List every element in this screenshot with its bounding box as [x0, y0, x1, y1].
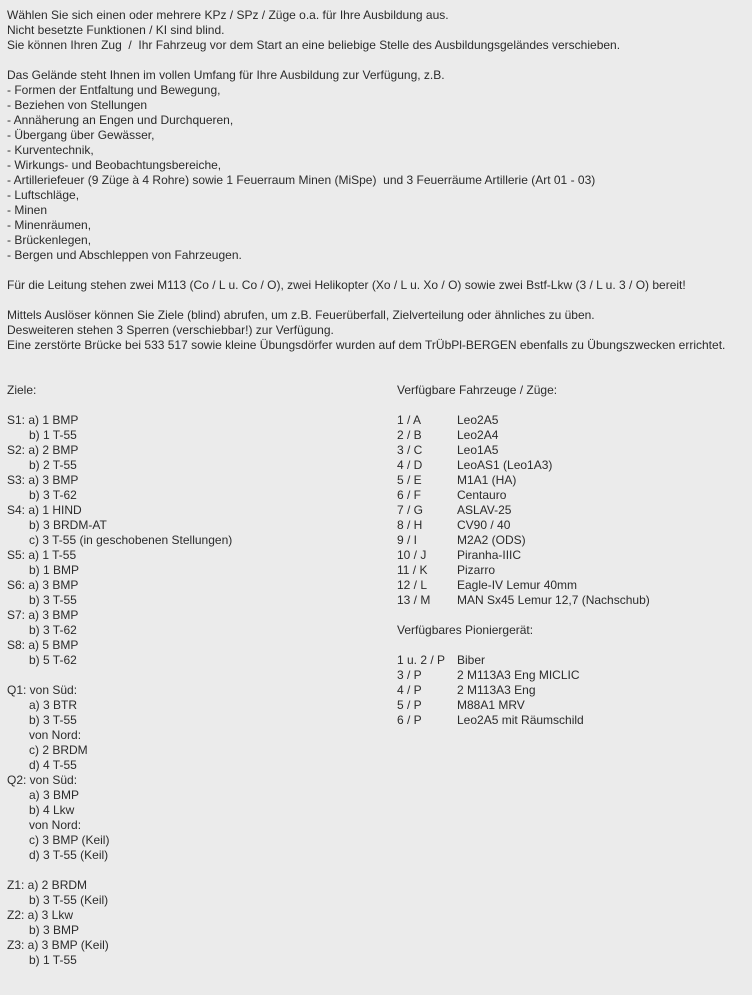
target-line: b) 3 T-55 (Keil) [29, 893, 109, 907]
target-line: b) 4 Lkw [29, 803, 75, 817]
target-line: b) 3 T-55 [29, 713, 77, 727]
target-line: b) 5 T-62 [29, 653, 77, 667]
target-line: d) 3 T-55 (Keil) [29, 848, 109, 862]
targets-heading: Ziele: [7, 383, 37, 397]
intro-line: - Bergen und Abschleppen von Fahrzeugen. [7, 248, 242, 262]
vehicle-row-name: Leo2A5 [457, 413, 499, 427]
target-line: b) 1 T-55 [29, 428, 77, 442]
target-line: S3: a) 3 BMP [7, 473, 79, 487]
target-line: b) 3 BMP [29, 923, 80, 937]
engineering-row [397, 698, 650, 713]
engineering-row-name: M88A1 MRV [457, 698, 525, 712]
target-line [7, 668, 232, 683]
intro-line: - Beziehen von Stellungen [7, 98, 148, 112]
engineering-row-name: Biber [457, 653, 486, 667]
engineering-heading: Verfügbares Pioniergerät: [397, 623, 534, 637]
target-line: S7: a) 3 BMP [7, 608, 79, 622]
target-line: a) 3 BTR [29, 698, 78, 712]
vehicle-row-code: 7 / G [397, 503, 424, 517]
target-line: S8: a) 5 BMP [7, 638, 79, 652]
vehicles-list [397, 413, 650, 608]
intro-line: - Luftschläge, [7, 188, 80, 202]
intro-line: Für die Leitung stehen zwei M113 (Co / L u. Co / O), zwei Helikopter (Xo / L u. Xo / O) sowie zwei Bstf-Lkw (3 / L u. 3 / O) bereit! [7, 278, 686, 292]
target-line: S4: a) 1 HIND [7, 503, 82, 517]
vehicle-row-name: M2A2 (ODS) [457, 533, 526, 547]
targets-column [7, 383, 232, 968]
target-line: d) 4 T-55 [29, 758, 77, 772]
vehicle-row [397, 443, 650, 458]
target-line [7, 863, 232, 878]
intro-line: - Minenräumen, [7, 218, 92, 232]
intro-line: - Wirkungs- und Beobachtungsbereiche, [7, 158, 222, 172]
vehicle-row-name: Leo2A4 [457, 428, 499, 442]
target-line: c) 3 BMP (Keil) [29, 833, 110, 847]
target-line: b) 1 T-55 [29, 953, 77, 967]
vehicle-row-code: 6 / F [397, 488, 422, 502]
target-line: Z1: a) 2 BRDM [7, 878, 88, 892]
target-line: b) 3 BRDM-AT [29, 518, 107, 532]
vehicle-row-code: 13 / M [397, 593, 431, 607]
vehicle-row [397, 548, 650, 563]
intro-line [7, 293, 725, 308]
vehicle-row-name: Leo1A5 [457, 443, 499, 457]
target-line: S5: a) 1 T-55 [7, 548, 77, 562]
engineering-row-name: Leo2A5 mit Räumschild [457, 713, 584, 727]
vehicle-row-code: 5 / E [397, 473, 422, 487]
vehicle-row [397, 413, 650, 428]
engineering-row-code: 3 / P [397, 668, 422, 682]
intro-line: Eine zerstörte Brücke bei 533 517 sowie kleine Übungsdörfer wurden auf dem TrÜbPl-BERGEN ebenfalls zu Übungszwecken errichtet. [7, 338, 726, 352]
vehicle-row [397, 518, 650, 533]
vehicles-heading: Verfügbare Fahrzeuge / Züge: [397, 383, 558, 397]
target-line: Z3: a) 3 BMP (Keil) [7, 938, 109, 952]
intro-line: - Artilleriefeuer (9 Züge à 4 Rohre) sowie 1 Feuerraum Minen (MiSpe) und 3 Feuerräume Artillerie (Art 01 - 03) [7, 173, 596, 187]
target-line: c) 3 T-55 (in geschobenen Stellungen) [29, 533, 233, 547]
target-line: c) 2 BRDM [29, 743, 88, 757]
intro-line: - Übergang über Gewässer, [7, 128, 155, 142]
vehicle-row [397, 503, 650, 518]
target-line: b) 3 T-62 [29, 488, 77, 502]
vehicle-row [397, 428, 650, 443]
intro-line: Nicht besetzte Funktionen / KI sind blind. [7, 23, 225, 37]
intro-line: Sie können Ihren Zug / Ihr Fahrzeug vor dem Start an eine beliebige Stelle des Ausbildungsgeländes verschieben. [7, 38, 621, 52]
vehicle-row-code: 11 / K [397, 563, 428, 577]
target-line: Z2: a) 3 Lkw [7, 908, 74, 922]
target-line: Q2: von Süd: [7, 773, 78, 787]
target-line: von Nord: [29, 818, 82, 832]
target-line: S6: a) 3 BMP [7, 578, 79, 592]
target-line: S1: a) 1 BMP [7, 413, 79, 427]
intro-line: - Annäherung an Engen und Durchqueren, [7, 113, 234, 127]
engineering-row [397, 683, 650, 698]
target-line: b) 3 T-62 [29, 623, 77, 637]
vehicle-row-name: Centauro [457, 488, 507, 502]
engineering-row [397, 668, 650, 683]
vehicle-row [397, 458, 650, 473]
vehicle-row-name: LeoAS1 (Leo1A3) [457, 458, 553, 472]
engineering-row-code: 1 u. 2 / P [397, 653, 446, 667]
vehicle-row-code: 1 / A [397, 413, 422, 427]
vehicle-row-code: 10 / J [397, 548, 427, 562]
engineering-row-name: 2 M113A3 Eng [457, 683, 536, 697]
vehicle-row [397, 578, 650, 593]
intro-text [7, 8, 725, 353]
intro-line: - Brückenlegen, [7, 233, 92, 247]
vehicle-row-code: 2 / B [397, 428, 422, 442]
target-line: a) 3 BMP [29, 788, 80, 802]
target-line: b) 1 BMP [29, 563, 80, 577]
engineering-row-code: 5 / P [397, 698, 422, 712]
intro-line: - Kurventechnik, [7, 143, 94, 157]
engineering-row-code: 6 / P [397, 713, 422, 727]
intro-line: Desweiteren stehen 3 Sperren (verschiebbar!) zur Verfügung. [7, 323, 334, 337]
engineering-row [397, 713, 650, 728]
intro-line [7, 53, 725, 68]
vehicle-row-name: Piranha-IIIC [457, 548, 522, 562]
intro-line: Wählen Sie sich einen oder mehrere KPz / SPz / Züge o.a. für Ihre Ausbildung aus. [7, 8, 449, 22]
vehicle-row-name: ASLAV-25 [457, 503, 512, 517]
target-line: Q1: von Süd: [7, 683, 78, 697]
target-line: S2: a) 2 BMP [7, 443, 79, 457]
target-line: b) 3 T-55 [29, 593, 77, 607]
intro-line: Das Gelände steht Ihnen im vollen Umfang für Ihre Ausbildung zur Verfügung, z.B. [7, 68, 445, 82]
vehicle-row [397, 473, 650, 488]
vehicle-row-name: M1A1 (HA) [457, 473, 517, 487]
vehicle-row [397, 563, 650, 578]
vehicle-row-code: 4 / D [397, 458, 423, 472]
target-line: von Nord: [29, 728, 82, 742]
engineering-list [397, 653, 650, 728]
target-line [7, 398, 232, 413]
vehicle-row-name: MAN Sx45 Lemur 12,7 (Nachschub) [457, 593, 650, 607]
vehicle-row-code: 12 / L [397, 578, 428, 592]
intro-line: - Formen der Entfaltung und Bewegung, [7, 83, 221, 97]
vehicle-row-code: 9 / I [397, 533, 418, 547]
vehicle-row-code: 3 / C [397, 443, 423, 457]
engineering-row-name: 2 M113A3 Eng MICLIC [457, 668, 580, 682]
vehicle-row [397, 533, 650, 548]
vehicle-row-code: 8 / H [397, 518, 423, 532]
vehicle-row [397, 488, 650, 503]
intro-line [7, 263, 725, 278]
engineering-row [397, 653, 650, 668]
target-line: b) 2 T-55 [29, 458, 77, 472]
vehicle-row-name: CV90 / 40 [457, 518, 511, 532]
vehicle-row [397, 593, 650, 608]
resources-column [397, 383, 650, 728]
intro-line: Mittels Auslöser können Sie Ziele (blind) abrufen, um z.B. Feuerüberfall, Zielverteilung oder ähnliches zu üben. [7, 308, 595, 322]
vehicle-row-name: Pizarro [457, 563, 496, 577]
intro-line: - Minen [7, 203, 48, 217]
engineering-row-code: 4 / P [397, 683, 422, 697]
vehicle-row-name: Eagle-IV Lemur 40mm [457, 578, 578, 592]
